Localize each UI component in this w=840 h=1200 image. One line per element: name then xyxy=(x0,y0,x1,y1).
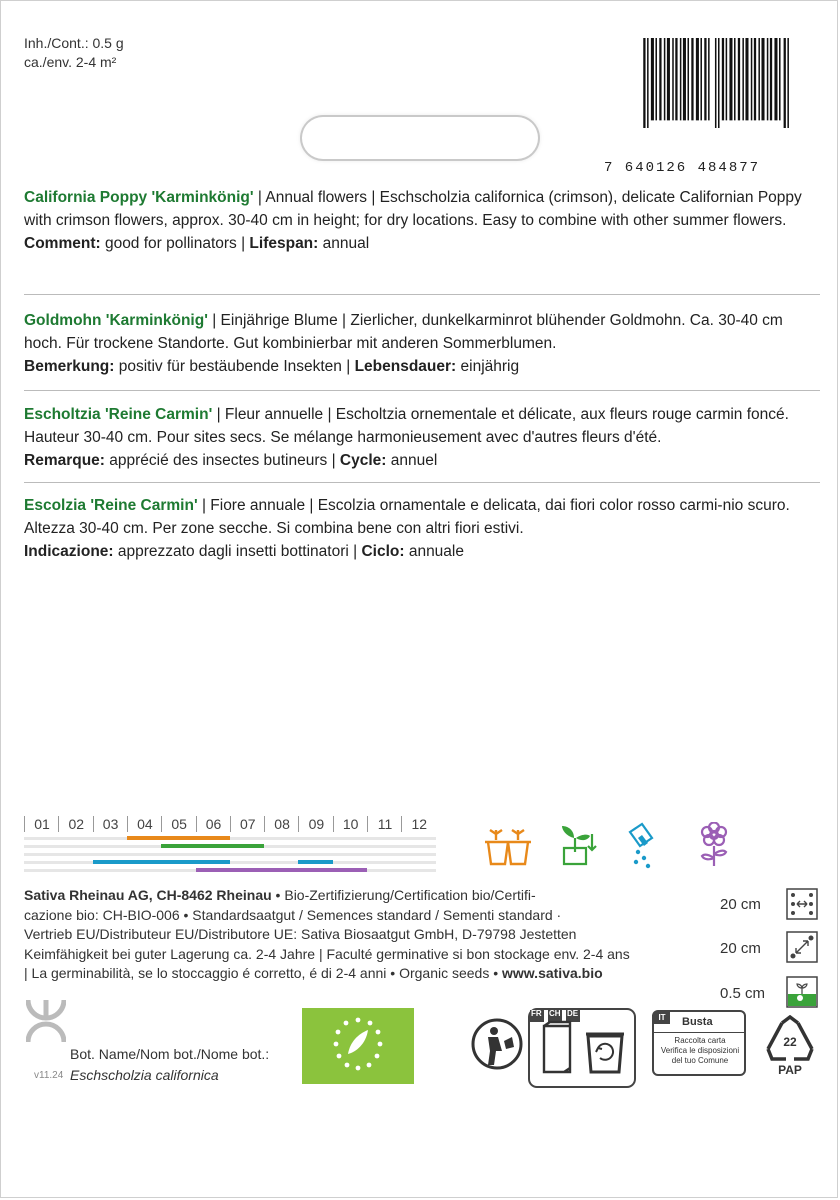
label2-it: Ciclo: xyxy=(361,543,405,560)
month-label: 05 xyxy=(161,816,196,832)
pap-recycling-symbol xyxy=(758,1015,822,1081)
label1-fr: Remarque: xyxy=(24,452,105,469)
country-ch: CH xyxy=(549,1009,561,1018)
calendar-row xyxy=(24,837,436,840)
value1-de: positiv für bestäubende Insekten | xyxy=(114,358,355,375)
divider xyxy=(24,390,820,391)
month-label: 12 xyxy=(401,816,436,832)
country-de: DE xyxy=(567,1009,579,1018)
month-label: 09 xyxy=(298,816,333,832)
busta-instructions xyxy=(657,1036,743,1066)
certification: • Bio-Zertifizierung/Certification bio/Certifi- xyxy=(271,887,536,903)
month-label: 08 xyxy=(264,816,299,832)
calendar-bar xyxy=(93,860,230,864)
value2-fr: annuel xyxy=(386,452,438,469)
value1-it: apprezzato dagli insetti bottinatori | xyxy=(113,543,362,560)
value2-en: annual xyxy=(318,235,370,252)
title-de: Goldmohn 'Karminkönig' xyxy=(24,312,208,329)
text-it: | Fiore annuale | Escolzia ornamentale e delicata, dai fiori color rosso carmi-nio scuro. Altezza 30-40 cm. Per zone secche. Si combina bene con altri fiori estivi. xyxy=(24,497,790,537)
calendar-bar xyxy=(127,836,230,840)
description-fr xyxy=(24,403,820,472)
text-de: | Einjährige Blume | Zierlicher, dunkelkarminrot blühender Goldmohn. Ca. 30-40 cm hoch. Für trockene Standorte. Gut kombinierbar mit anderen Sommerblumen. xyxy=(24,312,783,352)
month-label: 01 xyxy=(24,816,59,832)
certification-line: cazione bio: CH-BIO-006 • Standardsaatgut / Semences standard / Sementi standard · xyxy=(24,906,562,923)
sowing-calendar xyxy=(24,816,436,870)
calendar-bar xyxy=(298,860,332,864)
content-weight: Inh./Cont.: 0.5 g xyxy=(24,35,124,51)
germination-line: Keimfähigkeit bei guter Lagerung ca. 2-4 Jahre | Faculté germinative si bon stockage env. 2-4 ans xyxy=(24,945,630,962)
country-it: IT xyxy=(654,1012,670,1024)
pap-number: 22 xyxy=(783,1035,797,1049)
italy-recycling-label xyxy=(652,1010,746,1076)
value2-de: einjährig xyxy=(456,358,520,375)
month-label: 02 xyxy=(58,816,93,832)
distributor-line: Vertrieb EU/Distributeur EU/Distributore UE: Sativa Biosaatgut GmbH, D-79798 Jestetten xyxy=(24,926,577,942)
hang-hole xyxy=(300,115,540,161)
value1-fr: apprécié des insectes butineurs | xyxy=(104,452,340,469)
botanical-label: Bot. Name/Nom bot./Nome bot.: xyxy=(70,1046,270,1062)
barcode-bars xyxy=(620,38,816,128)
website-link[interactable]: www.sativa.bio xyxy=(502,965,603,981)
plant-spacing-icon xyxy=(786,931,818,968)
sorting-info xyxy=(528,1008,636,1093)
divider xyxy=(24,482,820,483)
eu-organic-logo xyxy=(302,1008,414,1089)
flower-icon xyxy=(694,822,734,873)
barcode xyxy=(604,38,814,176)
text-fr: | Fleur annuelle | Escholtzia ornementale et délicate, aux fleurs rouge carmin foncé. Hauteur 30-40 cm. Pour sites secs. Se mélange harmonieusement avec d'autres fleurs d'été. xyxy=(24,406,789,446)
text-en: | Annual flowers | Eschscholzia californica (crimson), delicate Californian Poppy with crimson flowers, approx. 30-40 cm in height; for dry locations. Easy to combine with other summer flowers. xyxy=(24,189,802,229)
month-label: 10 xyxy=(333,816,368,832)
botanical-name: Eschscholzia californica xyxy=(70,1067,219,1083)
description-en xyxy=(24,186,820,255)
month-label: 04 xyxy=(127,816,162,832)
barcode-number: 7 640126 484877 xyxy=(604,160,761,176)
divider xyxy=(24,294,820,295)
month-label: 06 xyxy=(196,816,231,832)
calendar-row xyxy=(24,853,436,856)
row-spacing: 20 cm xyxy=(720,896,761,913)
content-info xyxy=(24,34,124,72)
label2-en: Lifespan: xyxy=(249,235,319,252)
germination-it-line: | La germinabilità, se lo stoccaggio é corretto, é di 2-4 anni • Organic seeds • xyxy=(24,965,503,981)
label1-en: Comment: xyxy=(24,235,101,252)
country-fr: FR xyxy=(531,1009,542,1018)
label2-de: Lebensdauer: xyxy=(354,358,457,375)
calendar-bar xyxy=(196,868,368,872)
company-info xyxy=(24,886,674,984)
pap-label: PAP xyxy=(778,1063,802,1077)
month-label: 07 xyxy=(230,816,265,832)
busta-line2: Verifica le disposizioni xyxy=(660,1046,740,1055)
botanical-name-block xyxy=(70,1044,269,1086)
sativa-logo xyxy=(26,998,66,1073)
direct-sow-icon xyxy=(624,822,668,875)
busta-line3: del tuo Comune xyxy=(671,1056,729,1065)
triman-icon xyxy=(470,1017,524,1076)
month-label: 03 xyxy=(93,816,128,832)
description-it xyxy=(24,494,820,563)
busta-line1: Raccolta carta xyxy=(674,1036,726,1045)
transplant-icon xyxy=(556,824,600,873)
label1-de: Bemerkung: xyxy=(24,358,115,375)
sowing-depth: 0.5 cm xyxy=(720,985,766,1002)
value2-it: annuale xyxy=(404,543,464,560)
version: v11.24 xyxy=(34,1070,64,1081)
seed-tray-icon xyxy=(482,826,534,873)
calendar-bar xyxy=(161,844,264,848)
busta-divider xyxy=(654,1032,744,1033)
description-de xyxy=(24,309,820,378)
calendar-row xyxy=(24,861,436,864)
plant-spacing: 20 cm xyxy=(720,940,761,957)
value1-en: good for pollinators | xyxy=(100,235,250,252)
title-it: Escolzia 'Reine Carmin' xyxy=(24,497,198,514)
label2-fr: Cycle: xyxy=(339,452,387,469)
title-en: California Poppy 'Karminkönig' xyxy=(24,189,254,206)
busta-title: Busta xyxy=(682,1016,713,1028)
company-name: Sativa Rheinau AG, CH-8462 Rheinau xyxy=(24,887,272,903)
title-fr: Escholtzia 'Reine Carmin' xyxy=(24,406,213,423)
month-label: 11 xyxy=(367,816,402,832)
row-spacing-icon xyxy=(786,888,818,925)
label1-it: Indicazione: xyxy=(24,543,114,560)
coverage-area: ca./env. 2-4 m² xyxy=(24,54,117,70)
sowing-depth-icon xyxy=(786,976,818,1013)
